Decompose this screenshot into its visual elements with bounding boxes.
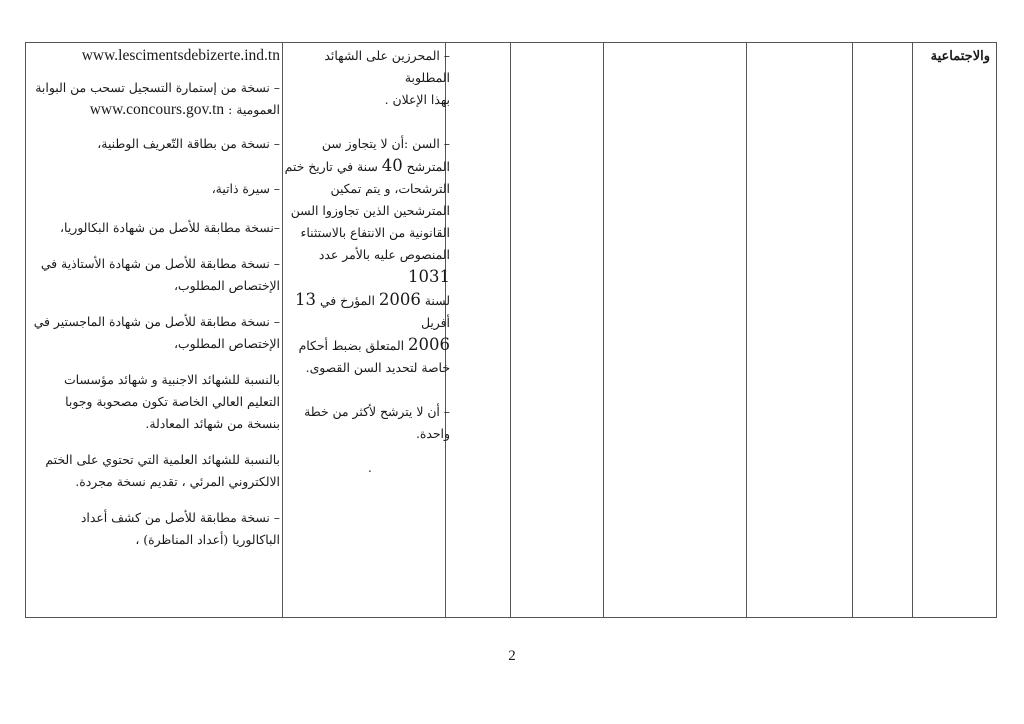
portal-label: العمومية :: [228, 102, 280, 117]
condition-line: خاصة لتحديد السن القصوى.: [305, 360, 450, 375]
condition-line: بهذا الإعلان .: [384, 92, 450, 107]
condition-line: المنصوص عليه بالأمر عدد 1031: [318, 247, 450, 286]
condition-line: – السن :أن لا يتجاوز سن: [321, 136, 450, 151]
column-divider: [510, 43, 511, 617]
portal-line: [32, 99, 280, 121]
document-line: بالنسبة للشهائد الاجنبية و شهائد مؤسسات التعليم العالي الخاصة تكون مصحوبة وجوبا بنسخة من شهائد المعادلة.: [64, 372, 280, 431]
condition-line: المترشح 40 سنة في تاريخ ختم: [284, 156, 450, 175]
condition-line: الترشحات، و يتم تمكين: [330, 181, 450, 196]
column-divider: [746, 43, 747, 617]
column-divider: [912, 43, 913, 617]
condition-line: المترشحين الذين تجاوزوا السن: [290, 203, 450, 218]
document-line: –نسخة مطابقة للأصل من شهادة البكالوريا،: [60, 220, 280, 235]
document-line: – نسخة مطابقة للأصل من كشف أعداد الباكالوريا (أعداد المناظرة) ،: [80, 510, 280, 547]
condition-line: – أن لا يترشح لأكثر من خطة: [304, 404, 450, 419]
document-line: – سيرة ذاتية،: [211, 181, 280, 196]
stray-dot: .: [368, 461, 372, 475]
document-line: – نسخة مطابقة للأصل من شهادة الأستاذية في الإختصاص المطلوب،: [40, 256, 280, 293]
conditions-cell: [284, 43, 450, 445]
document-line: – نسخة مطابقة للأصل من شهادة الماجستير في الإختصاص المطلوب،: [33, 314, 280, 351]
document-line: – نسخة من بطاقة التّعريف الوطنية،: [97, 136, 280, 151]
document-line: بالنسبة للشهائد العلمية التي تحتوي على الختم الالكتروني المرئي ، تقديم نسخة مجردة.: [45, 452, 280, 489]
column-divider: [852, 43, 853, 617]
column-divider: [282, 43, 283, 617]
portal-url: www.concours.gov.tn: [89, 101, 225, 118]
condition-line: لسنة 2006 المؤرخ في 13 أفريل: [295, 290, 450, 330]
category-cell: والاجتماعية: [930, 49, 990, 64]
document-line: – نسخة من إستمارة التسجيل تسحب من البوابة: [35, 80, 280, 95]
condition-line: واحدة.: [415, 426, 450, 441]
requirements-table: [25, 42, 997, 618]
page-number: 2: [508, 648, 516, 664]
documents-cell: [32, 43, 280, 551]
condition-line: 2006 المتعلق بضبط أحكام: [298, 335, 450, 354]
condition-line: القانونية من الانتفاع بالاستثناء: [300, 225, 450, 240]
condition-line: – المحرزين على الشهائد المطلوبة: [324, 48, 450, 85]
column-divider: [603, 43, 604, 617]
company-website-url: www.lescimentsdebizerte.ind.tn: [81, 47, 280, 64]
